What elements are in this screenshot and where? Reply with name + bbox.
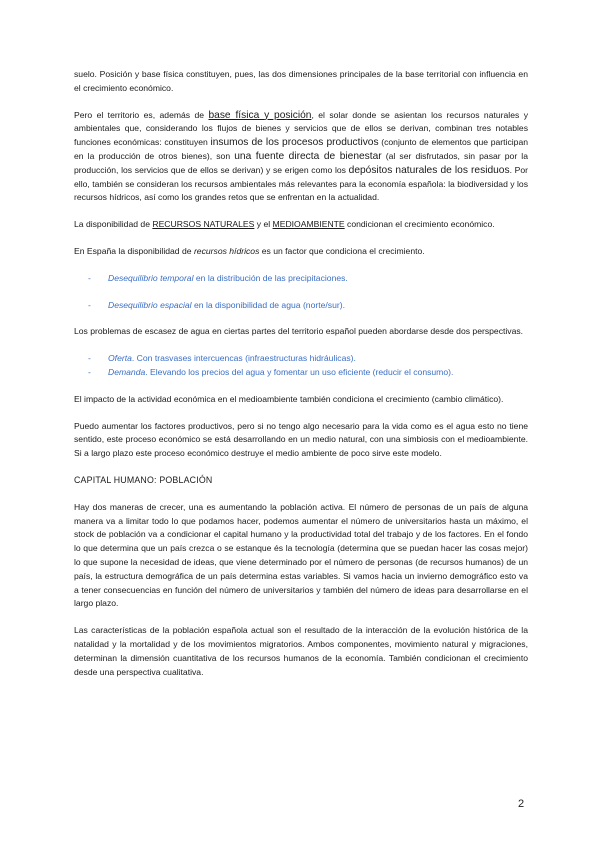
paragraph-caracteristicas-poblacion: Las características de la población española actual son el resultado de la interacción de la evolución histórica de la natalidad y la mortalidad y de los movimientos migratorios. Ambos componentes, movimiento natural y migraciones, determinan la dimensión cuantitativa de los recursos humanos de la economía. También condicionan el crecimiento desde una perspectiva cualitativa. xyxy=(74,625,528,677)
text-run: en la distribución de las precipitaciones. xyxy=(193,272,348,283)
text-run: . Con trasvases intercuencas (infraestructuras hidráulicas). xyxy=(131,353,356,364)
emphasized-phrase: insumos de los procesos productivos xyxy=(210,137,379,149)
text-run: condicionan el crecimiento económico. xyxy=(344,219,495,230)
underlined-phrase: base física y posición xyxy=(208,109,312,121)
italic-term: Oferta xyxy=(108,353,132,364)
paragraph-factores-productivos: Puedo aumentar los factores productivos, pero si no tengo algo necesario para la vida como es el agua esto no tiene sentido, este proceso económico se está desarrollando en un medio natural, con una simbiosis con el medioambiente. Si a largo plazo este proceso económico destruye el medio ambiente de poco sirve este modelo. xyxy=(74,420,528,459)
underlined-term: MEDIOAMBIENTE xyxy=(272,219,345,230)
list-desequilibrios xyxy=(74,272,528,313)
paragraph-escasez-agua: Los problemas de escasez de agua en ciertas partes del territorio español pueden abordarse desde dos perspectivas. xyxy=(74,326,524,337)
text-run: , el solar donde se asientan los recursos naturales y ambientales que, considerando los flujos de bienes y servicios que de ellos se derivan, combinan tres notables funciones económicas: constituyen xyxy=(74,109,528,148)
paragraph-recursos-hidricos xyxy=(74,245,528,259)
list-item xyxy=(74,352,528,366)
italic-term: Desequilibrio espacial xyxy=(108,299,192,310)
emphasized-phrase: una fuente directa de bienestar xyxy=(234,150,382,162)
text-run: . Elevando los precios del agua y fomentar un uso eficiente (reducir el consumo). xyxy=(145,366,454,377)
paragraph-maneras-crecer: Hay dos maneras de crecer, una es aumentando la población activa. El número de personas de un país de alguna manera va a limitar todo lo que podamos hacer, podemos aumentar el número de universitarios hasta un máximo, el stock de población va a condicionar el capital humano y la productividad total del trabajo y de los factores. En el fondo lo que determina que un país crezca o se estanque és la tecnología (determina que se puedan hacer las cosas mejor) lo que supone la necesidad de ideas, que viene determinado por el número de personas (de recursos humanos) de un país, la estructura demográfica de un país determina estas variables. Si vamos hacia un invierno demográfico esto va a tener consecuencias en función del número de universitarios y también del número de ideas para desarrollarse en el largo plazo. xyxy=(74,501,528,609)
text-run: (conjunto de elementos que participan en la producción de otros bienes), son xyxy=(74,137,528,161)
paragraph-impacto: El impacto de la actividad económica en el medioambiente también condiciona el crecimiento (cambio climático). xyxy=(74,393,504,404)
text-run: en la disponibilidad de agua (norte/sur). xyxy=(191,299,345,310)
page-content xyxy=(74,68,528,692)
text-run: y el xyxy=(254,219,273,230)
text-run: (al ser disfrutados, sin pasar por la producción, los servicios que de ellos se derivan) y se erigen como los xyxy=(74,150,528,175)
italic-term: Desequilibrio temporal xyxy=(108,272,194,283)
list-perspectivas xyxy=(74,352,528,380)
underlined-term: RECURSOS NATURALES xyxy=(152,219,255,230)
text-run: . Por ello, también se consideran los recursos ambientales más relevantes para la economía española: la biodiversidad y los recursos hídricos, así como los grandes retos que se enfrentan en la actualidad. xyxy=(74,164,529,203)
italic-term: recursos hídricos xyxy=(193,245,260,256)
italic-term: Demanda xyxy=(108,366,146,377)
text-run: es un factor que condiciona el crecimiento. xyxy=(259,245,425,256)
paragraph-base-territorial: suelo. Posición y base física constituyen, pues, las dos dimensiones principales de la base territorial con influencia en el crecimiento económico. xyxy=(74,69,528,93)
text-run: En España la disponibilidad de xyxy=(74,245,194,256)
paragraph-territorio xyxy=(74,109,528,206)
text-run: Pero el territorio es, además de xyxy=(74,109,209,120)
list-item xyxy=(74,272,528,286)
list-item xyxy=(74,366,528,380)
emphasized-phrase: depósitos naturales de los residuos xyxy=(348,164,510,176)
page-number: 2 xyxy=(518,798,525,810)
section-heading: CAPITAL HUMANO: POBLACIÓN xyxy=(74,474,213,485)
paragraph-recursos-medioambiente xyxy=(74,218,528,232)
list-item xyxy=(74,299,528,313)
text-run: La disponibilidad de xyxy=(74,219,153,230)
